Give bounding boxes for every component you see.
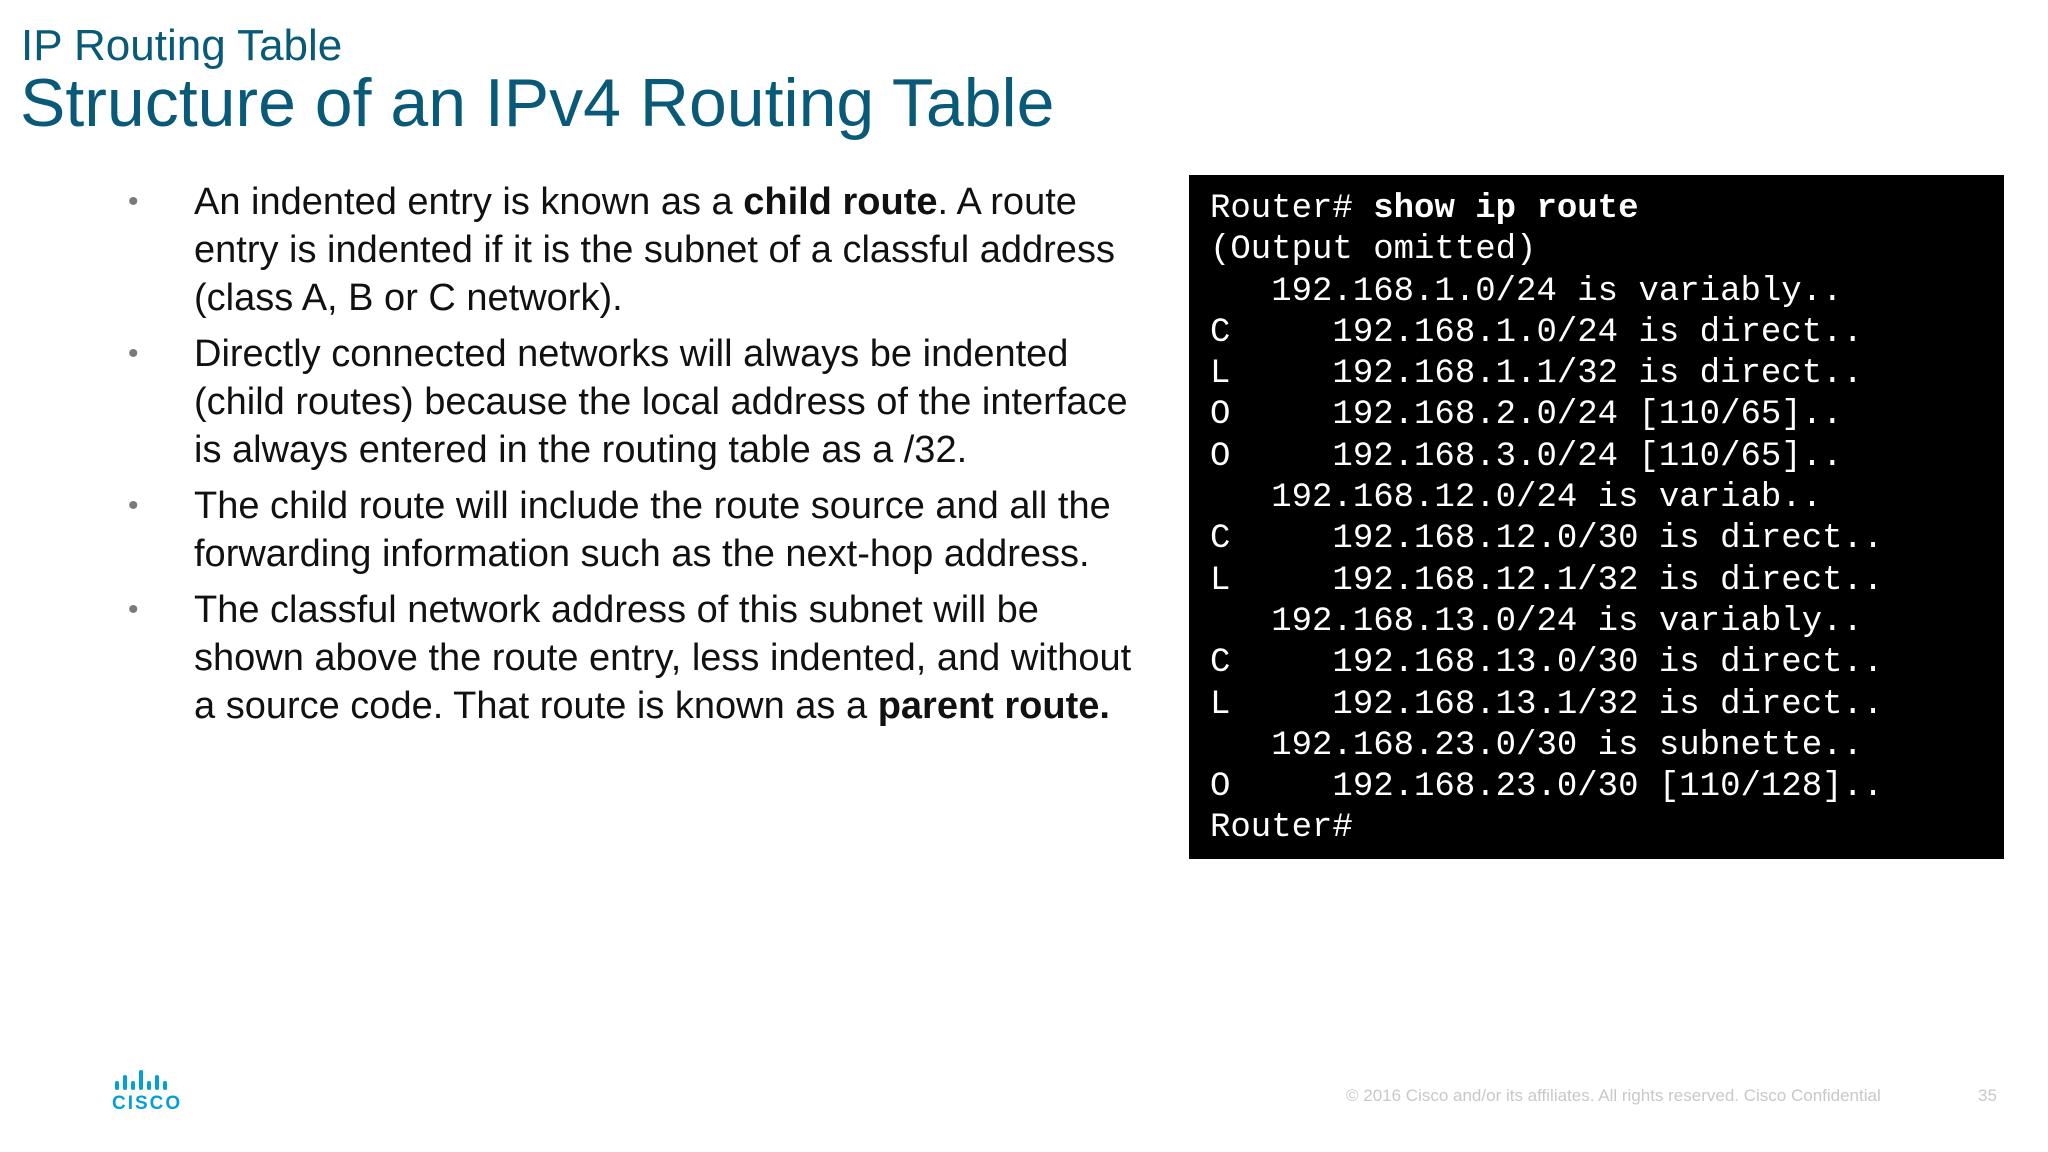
slide-title: Structure of an IPv4 Routing Table — [20, 65, 1055, 141]
terminal-line: C 192.168.1.0/24 is direct.. — [1210, 313, 1863, 352]
terminal-line: 192.168.23.0/30 is subnette.. — [1210, 726, 1863, 765]
cisco-bars-icon — [112, 1070, 198, 1090]
footer-page-number: 35 — [1978, 1086, 1997, 1105]
terminal-line: O 192.168.2.0/24 [110/65].. — [1210, 396, 1843, 435]
bullet-item — [122, 178, 1132, 322]
terminal-line: Router# — [1210, 809, 1353, 848]
bullet-text-segment: . A route entry is indented if it is the subnet of a classful address (class A, B or C network). — [194, 181, 1115, 319]
bullet-bold-term: child route — [743, 181, 938, 223]
bullet-text — [194, 333, 1128, 471]
terminal-lines — [1210, 230, 2004, 849]
cisco-bar — [115, 1081, 119, 1090]
cisco-wordmark: CISCO — [112, 1093, 183, 1114]
bullet-bold-term: parent route. — [877, 685, 1110, 727]
terminal-line: L 192.168.12.1/32 is direct.. — [1210, 561, 1884, 600]
terminal-line: C 192.168.12.0/30 is direct.. — [1210, 520, 1884, 559]
bullet-text-segment: The classful network address of this subnet will be shown above the route entry, less indented, and without a source code. That route is known as a — [194, 589, 1132, 727]
bullet-list — [122, 178, 1132, 738]
terminal-line: 192.168.1.0/24 is variably.. — [1210, 272, 1843, 311]
cisco-bar — [147, 1081, 151, 1090]
bullet-text — [194, 485, 1111, 575]
footer-copyright: © 2016 Cisco and/or its affiliates. All rights reserved. Cisco Confidential — [1346, 1086, 1881, 1105]
slide-kicker: IP Routing Table — [21, 21, 343, 70]
cisco-bar — [131, 1081, 135, 1090]
terminal-line: 192.168.13.0/24 is variably.. — [1210, 602, 1863, 641]
terminal-output — [1189, 175, 2004, 859]
terminal-line: C 192.168.13.0/30 is direct.. — [1210, 644, 1884, 683]
terminal-command-line — [1210, 189, 2004, 230]
terminal-line: O 192.168.3.0/24 [110/65].. — [1210, 437, 1843, 476]
bullet-item — [122, 586, 1132, 730]
terminal-line: 192.168.12.0/24 is variab.. — [1210, 479, 1823, 518]
bullet-item — [122, 482, 1132, 578]
bullet-dot-icon: • — [128, 185, 139, 218]
bullet-dot-icon: • — [128, 593, 139, 626]
bullet-text-segment: The child route will include the route source and all the forwarding information such as the next-hop address. — [194, 485, 1111, 575]
bullet-dot-icon: • — [128, 337, 139, 370]
bullet-text-segment: Directly connected networks will always be indented (child routes) because the local address of the interface is always entered in the routing table as a /32. — [194, 333, 1128, 471]
cisco-logo — [112, 1070, 198, 1116]
cisco-bar — [139, 1070, 143, 1090]
terminal-line: L 192.168.1.1/32 is direct.. — [1210, 355, 1863, 394]
terminal-line: (Output omitted) — [1210, 231, 1537, 270]
terminal-prompt: Router# — [1210, 190, 1374, 228]
terminal-command: show ip route — [1373, 190, 1639, 228]
bullet-text-segment: An indented entry is known as a — [194, 181, 744, 223]
bullet-text — [194, 181, 1115, 319]
cisco-bar — [163, 1081, 167, 1090]
cisco-bar — [155, 1075, 159, 1090]
terminal-line: O 192.168.23.0/30 [110/128].. — [1210, 768, 1884, 807]
bullet-item — [122, 330, 1132, 474]
terminal-line: L 192.168.13.1/32 is direct.. — [1210, 685, 1884, 724]
bullet-dot-icon: • — [128, 489, 139, 522]
cisco-bar — [123, 1075, 127, 1090]
bullet-text — [194, 589, 1131, 727]
